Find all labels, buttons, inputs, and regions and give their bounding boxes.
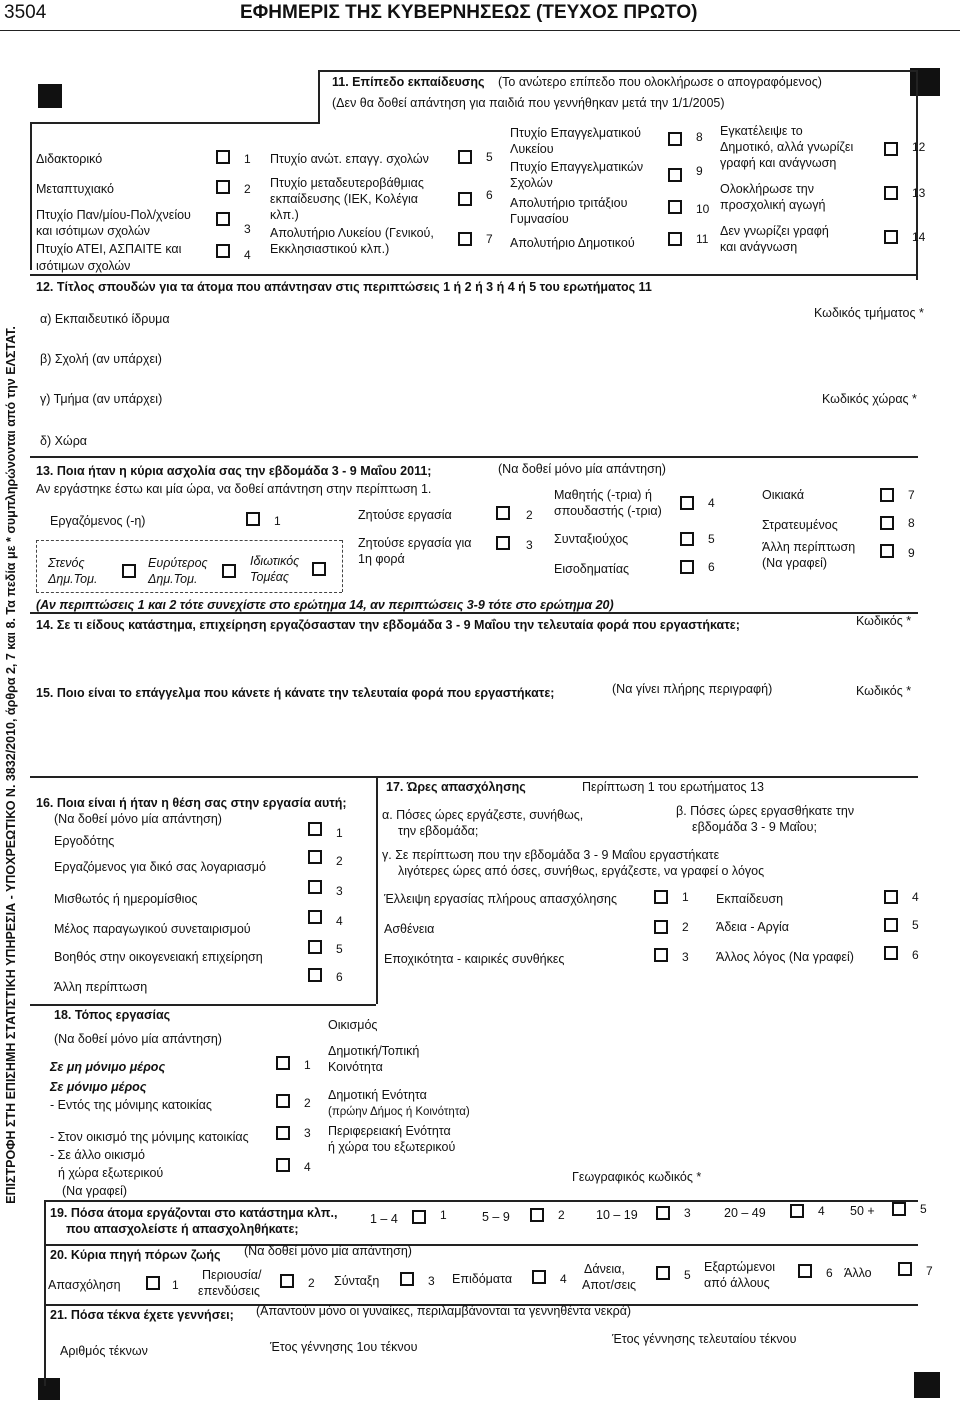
q11-checkbox-4[interactable] [216,244,230,258]
q13-checkbox-2[interactable] [496,506,510,520]
q19-title2: που απασχολείστε ή απασχοληθήκατε; [66,1222,299,1236]
q18-opt4a: - Σε άλλο οικισμό [50,1148,145,1162]
q11-num-1: 1 [244,152,251,166]
q17-num-2: 2 [682,920,689,934]
q11-top-border [318,70,918,72]
q20-checkbox-4[interactable] [532,1270,546,1284]
q13-sub1a: Στενός [48,556,85,570]
q17-reason-2: Ασθένεια [384,922,435,936]
q19-checkbox-3[interactable] [656,1206,670,1220]
q19-num-2: 2 [558,1208,565,1222]
q15-title: 15. Ποιο είναι το επάγγελμα που κάνετε ή κάνατε την τελευταία φορά που εργαστήκατε; [36,686,555,700]
q13-num-6: 6 [708,560,715,574]
q13-sub-checkbox-1[interactable] [122,564,136,578]
q13-num-8: 8 [908,516,915,530]
q16-num-5: 5 [336,942,343,956]
q19-num-3: 3 [684,1206,691,1220]
q18-r2a: Δημοτική/Τοπική [328,1044,420,1058]
q20-checkbox-2[interactable] [280,1274,294,1288]
q20-checkbox-1[interactable] [146,1276,160,1290]
q19-checkbox-1[interactable] [412,1210,426,1224]
q21-first: Έτος γέννησης 1ου τέκνου [270,1340,418,1354]
q18-checkbox-3[interactable] [276,1126,290,1140]
q20-num-7: 7 [926,1264,933,1278]
q17-c1: γ. Σε περίπτωση που την εβδομάδα 3 - 9 Μαΐου εργαστήκατε [382,848,720,862]
q19-title1: 19. Πόσα άτομα εργάζονται στο κατάστημα κλπ., [50,1206,338,1220]
q20-num-1: 1 [172,1278,179,1292]
q13-dashed-bottom [36,592,342,593]
q13-num-4: 4 [708,496,715,510]
q21-last: Έτος γέννησης τελευταίου τέκνου [612,1332,797,1346]
q11-num-12: 12 [912,140,926,154]
q11-opt-6c: κλπ.) [270,208,299,222]
q13-dashed-left [36,540,37,592]
q19-opt-2: 5 – 9 [482,1210,510,1224]
q17-num-3: 3 [682,950,689,964]
q16-num-3: 3 [336,884,343,898]
q11-checkbox-3[interactable] [216,212,230,226]
q13-sub2a: Ευρύτερος [148,556,208,570]
registration-mark [910,68,940,96]
q13-first1: Ζητούσε εργασία για [358,536,472,550]
q11-opt-6a: Πτυχίο μεταδευτεροβάθμιας [270,176,424,190]
q20-opt-5a: Δάνεια, [584,1262,625,1276]
q18-checkbox-4[interactable] [276,1158,290,1172]
q18-r4b: ή χώρα του εξωτερικού [328,1140,456,1154]
q20-num-4: 4 [560,1272,567,1286]
q19-opt-3: 10 – 19 [596,1208,638,1222]
q20-top-border [44,1244,918,1246]
registration-mark [38,1378,60,1400]
q18-r3a: Δημοτική Ενότητα [328,1088,427,1102]
q16-num-2: 2 [336,854,343,868]
q16-checkbox-2[interactable] [308,850,322,864]
q11-num-2: 2 [244,182,251,196]
q13-employed: Εργαζόμενος (-η) [50,514,146,528]
q13-checkbox-6[interactable] [680,560,694,574]
q13-line2: Αν εργάστηκε έστω και μία ώρα, να δοθεί απάντηση στην περίπτωση 1. [36,482,432,496]
q11-opt-14b: και ανάγνωση [720,240,798,254]
q19-num-5: 5 [920,1202,927,1216]
q17-checkbox-6[interactable] [884,946,898,960]
q17-num-6: 6 [912,948,919,962]
q17-num-5: 5 [912,918,919,932]
q13-num-9: 9 [908,546,915,560]
q17-checkbox-4[interactable] [884,890,898,904]
q16-top-border [30,776,918,778]
q20-opt-7: Άλλο [844,1266,872,1280]
q11-num-14: 14 [912,230,926,244]
q17-checkbox-1[interactable] [654,890,668,904]
q11-opt-3a: Πτυχίο Παν/μίου-Πολ/χνείου [36,208,191,222]
q19-opt-1: 1 – 4 [370,1212,398,1226]
q16-opt-2: Εργαζόμενος για δικό σας λογαριασμό [54,860,266,874]
q17-checkbox-5[interactable] [884,918,898,932]
q16-opt-6: Άλλη περίπτωση [54,980,148,994]
q11-checkbox-14[interactable] [884,230,898,244]
q19-opt-4: 20 – 49 [724,1206,766,1220]
q16-num-1: 1 [336,826,343,840]
q17-reason-1: Έλλειψη εργασίας πλήρους απασχόλησης [384,892,618,906]
q13-other2: (Να γραφεί) [762,556,828,570]
q18-num-1: 1 [304,1058,311,1072]
q12-b: β) Σχολή (αν υπάρχει) [40,352,162,366]
q11-num-6: 6 [486,188,493,202]
q13-dashed-right [342,540,343,592]
q11-opt-12a: Εγκατέλειψε το [720,124,803,138]
q16-title: 16. Ποια είναι ή ήταν η θέση σας στην εργασία αυτή; [36,796,347,810]
q20-checkbox-6[interactable] [798,1264,812,1278]
q19-checkbox-5[interactable] [892,1202,906,1216]
q11-opt-7a: Απολυτήριο Λυκείου (Γενικού, [270,226,434,240]
q20-opt-2a: Περιουσία/ [202,1268,262,1282]
q13-sub2b: Δημ.Τομ. [148,572,198,586]
q18-checkbox-1[interactable] [276,1056,290,1070]
registration-mark [914,1372,940,1398]
q11-opt-12b: Δημοτικό, αλλά γνωρίζει [720,140,854,154]
q18-r3b: (πρώην Δήμος ή Κοινότητα) [328,1106,470,1118]
q18-opt3: - Στον οικισμό της μόνιμης κατοικίας [50,1130,249,1144]
q13-sub3b: Τομέας [250,570,290,584]
q11-opt-4a: Πτυχίο ΑΤΕΙ, ΑΣΠΑΙΤΕ και [36,242,182,256]
q19-checkbox-4[interactable] [790,1204,804,1218]
q13-sub1b: Δημ.Τομ. [48,572,98,586]
q20-num-5: 5 [684,1268,691,1282]
q11-opt-9a: Πτυχίο Επαγγελματικών [510,160,644,174]
q18-title: 18. Τόπος εργασίας [54,1008,171,1022]
q20-checkbox-5[interactable] [656,1266,670,1280]
q17-num-4: 4 [912,890,919,904]
q13-student1: Μαθητής (-τρια) ή [554,488,652,502]
q12-a: α) Εκπαιδευτικό ίδρυμα [40,312,170,326]
q12-c: γ) Τμήμα (αν υπάρχει) [40,392,163,406]
q16-note: (Να δοθεί μόνο μία απάντηση) [54,812,222,826]
q16-opt-4: Μέλος παραγωγικού συνεταιρισμού [54,922,251,936]
q11-opt-11: Απολυτήριο Δημοτικού [510,236,635,250]
q12-dept-code: Κωδικός τμήματος * [814,306,924,320]
q11-checkbox-12[interactable] [884,142,898,156]
q11-checkbox-1[interactable] [216,150,230,164]
q20-opt-5b: Αποτ/σεις [582,1278,637,1292]
q20-opt-2b: επενδύσεις [198,1284,260,1298]
q13-num-3: 3 [526,538,533,552]
q16-checkbox-5[interactable] [308,940,322,954]
q16-opt-3: Μισθωτός ή ημερομίσθιος [54,892,198,906]
q13-num-7: 7 [908,488,915,502]
q21-children: Αριθμός τέκνων [60,1344,148,1358]
q11-num-8: 8 [696,130,703,144]
q18-opt2: - Εντός της μόνιμης κατοικίας [50,1098,212,1112]
q18-opt1: Σε μη μόνιμο μέρος [50,1060,166,1074]
q13-num-5: 5 [708,532,715,546]
q11-opt-4b: ισότιμων σχολών [36,259,131,273]
q17-title-note: Περίπτωση 1 του ερωτήματος 13 [582,780,764,794]
q11-num-3: 3 [244,222,251,236]
q20-num-2: 2 [308,1276,315,1290]
q13-pensioner: Συνταξιούχος [554,532,629,546]
q18-opt4b: ή χώρα εξωτερικού [58,1166,164,1180]
q18-num-4: 4 [304,1160,311,1174]
q16-num-4: 4 [336,914,343,928]
q11-opt-2: Μεταπτυχιακό [36,182,114,196]
q13-rentier: Εισοδηματίας [554,562,630,576]
q13-household: Οικιακά [762,488,805,502]
q16-checkbox-3[interactable] [308,880,322,894]
q19-top-border [44,1200,918,1202]
q18-top-border [30,1004,376,1006]
q16-checkbox-1[interactable] [308,822,322,836]
q20-checkbox-7[interactable] [898,1262,912,1276]
q16-opt-5: Βοηθός στην οικογενειακή επιχείρηση [54,950,263,964]
q18-checkbox-2[interactable] [276,1094,290,1108]
q20-checkbox-3[interactable] [400,1272,414,1286]
q18-opt2-head: Σε μόνιμο μέρος [50,1080,147,1094]
q11-checkbox-10[interactable] [668,200,682,214]
q13-sub-checkbox-3[interactable] [312,562,326,576]
q11-opt-13b: προσχολική αγωγή [720,198,826,212]
q18-r2b: Κοινότητα [328,1060,383,1074]
q13-checkbox-4[interactable] [680,496,694,510]
q15-code: Κωδικός * [856,684,912,698]
q17-b2: εβδομάδα 3 - 9 Μαΐου; [692,820,817,834]
q13-student2: σπουδαστής (-τρια) [554,504,662,518]
q13-other1: Άλλη περίπτωση [762,540,856,554]
q18-geo-code: Γεωγραφικός κωδικός * [572,1170,702,1184]
q11-num-11: 11 [696,232,709,246]
q14-top-border [30,612,918,614]
q13-checkbox-8[interactable] [880,516,894,530]
q13-checkbox-7[interactable] [880,488,894,502]
q11-num-5: 5 [486,150,493,164]
q13-dashed-top [36,540,342,541]
q11-opt-10a: Απολυτήριο τριτάξιου [510,196,628,210]
q11-title: 11. Επίπεδο εκπαίδευσης [332,75,485,89]
q11-num-4: 4 [244,248,251,262]
q16-num-6: 6 [336,970,343,984]
q13-num-1: 1 [274,514,281,528]
q11-checkbox-9[interactable] [668,168,682,182]
q20-num-3: 3 [428,1274,435,1288]
q13-seeking: Ζητούσε εργασία [358,508,452,522]
q11-checkbox-8[interactable] [668,132,682,146]
q17-reason-4: Εκπαίδευση [716,892,784,906]
q19-num-1: 1 [440,1208,447,1222]
q20-opt-6b: από άλλους [704,1276,770,1290]
q11-num-7: 7 [486,232,493,246]
q17-num-1: 1 [682,890,689,904]
q11-opt-8b: Λυκείου [510,142,554,156]
q17-b1: β. Πόσες ώρες εργασθήκατε την [676,804,855,818]
q16-opt-1: Εργοδότης [54,834,115,848]
q13-first2: 1η φορά [358,552,405,566]
q11-checkbox-11[interactable] [668,232,682,246]
header-rule [0,30,960,31]
q11-checkbox-7[interactable] [458,232,472,246]
q11-left-border [318,70,320,122]
q11-num-13: 13 [912,186,926,200]
q11-note1: (Το ανώτερο επίπεδο που ολοκλήρωσε ο απογραφόμενος) [498,75,822,89]
q13-footnote: (Αν περιπτώσεις 1 και 2 τότε συνεχίστε στο ερώτημα 14, αν περιπτώσεις 3-9 τότε στο ερώτημα 20) [36,598,614,612]
q21-title: 21. Πόσα τέκνα έχετε γεννήσει; [50,1308,234,1322]
q14-code: Κωδικός * [856,614,912,628]
q11-opt-1: Διδακτορικό [36,152,103,166]
q16-q17-divider [376,776,378,1004]
q20-opt-6a: Εξαρτώμενοι [704,1260,776,1274]
q11-opt-14a: Δεν γνωρίζει γραφή [720,224,829,238]
q13-checkbox-9[interactable] [880,544,894,558]
q19-num-4: 4 [818,1204,825,1218]
page-title: ΕΦΗΜΕΡΙΣ ΤΗΣ ΚΥΒΕΡΝΗΣΕΩΣ (ΤΕΥΧΟΣ ΠΡΩΤΟ) [240,2,698,23]
q19-left-border [44,1200,46,1386]
q20-note: (Να δοθεί μόνο μία απάντηση) [244,1244,412,1258]
q11-opt-9b: Σχολών [510,176,553,190]
q13-checkbox-3[interactable] [496,536,510,550]
q11-opt-8a: Πτυχίο Επαγγελματικού [510,126,641,140]
q20-num-6: 6 [826,1266,833,1280]
q11-opt-5: Πτυχίο ανώτ. επαγγ. σχολών [270,152,429,166]
q12-title: 12. Τίτλος σπουδών για τα άτομα που απάντησαν στις περιπτώσεις 1 ή 2 ή 3 ή 4 ή 5 του ερωτήματος 11 [36,280,652,294]
q11-opt-3b: και ισότιμων σχολών [36,224,150,238]
q13-checkbox-5[interactable] [680,532,694,546]
q11-left-border2 [30,122,32,270]
side-note: ΕΠΙΣΤΡΟΦΗ ΣΤΗ ΕΠΙΣΗΜΗ ΣΤΑΤΙΣΤΙΚΗ ΥΠΗΡΕΣΙΑ - ΥΠΟΧΡΕΩΤΙΚΟ Ν. 3832/2010, άρθρα 2, 7 και 8. Τα πεδία με * συμπληρώνονται από την ΕΛΣΤΑΤ. [4,326,18,1204]
q13-title: 13. Ποια ήταν η κύρια ασχολία σας την εβδομάδα 3 - 9 Μαΐου 2011; [36,464,432,478]
q13-sub3a: Ιδιωτικός [250,554,300,568]
q17-reason-6: Άλλος λόγος (Να γραφεί) [716,950,854,964]
q13-num-2: 2 [526,508,533,522]
q11-checkbox-13[interactable] [884,186,898,200]
q16-checkbox-4[interactable] [308,910,322,924]
q18-num-3: 3 [304,1126,311,1140]
q12-country-code: Κωδικός χώρας * [822,392,917,406]
q18-r4a: Περιφερειακή Ενότητα [328,1124,451,1138]
q17-c2: λιγότερες ώρες από όσες, συνήθως, εργάζεστε, να γραφεί ο λόγος [398,864,765,878]
q11-num-10: 10 [696,202,710,216]
q11-right-border [916,70,918,280]
q18-num-2: 2 [304,1096,311,1110]
q11-opt-10b: Γυμνασίου [510,212,569,226]
q11-opt-7b: Εκκλησιαστικού κλπ.) [270,242,390,256]
q20-title: 20. Κύρια πηγή πόρων ζωής [50,1248,221,1262]
q17-a1: α. Πόσες ώρες εργάζεστε, συνήθως, [382,808,584,822]
q17-a2: την εβδομάδα; [398,824,479,838]
q11-num-9: 9 [696,164,703,178]
q13-checkbox-1[interactable] [246,512,260,526]
q14-title: 14. Σε τι είδους κατάστημα, επιχείρηση εργαζόσασταν την εβδομάδα 3 - 9 Μαΐου την τελευταία φορά που εργαστήκατε; [36,618,740,632]
q17-checkbox-3[interactable] [654,948,668,962]
q13-top-border [30,456,918,458]
q11-inner-border [30,122,320,124]
q18-r1: Οικισμός [328,1018,378,1032]
q11-opt-12c: γραφή και ανάγνωση [720,156,837,170]
q11-checkbox-6[interactable] [458,192,472,206]
q21-note: (Απαντούν μόνο οι γυναίκες, περιλαμβάνονται τα γεννηθέντα νεκρά) [256,1304,632,1318]
q15-note: (Να γίνει πλήρης περιγραφή) [612,682,773,696]
q18-note: (Να δοθεί μόνο μία απάντηση) [54,1032,222,1046]
q11-checkbox-2[interactable] [216,180,230,194]
q20-opt-3: Σύνταξη [334,1274,380,1288]
q13-sub-checkbox-2[interactable] [222,564,236,578]
q17-checkbox-2[interactable] [654,920,668,934]
q18-opt4c: (Να γραφεί) [62,1184,128,1198]
q17-title: 17. Ώρες απασχόλησης [386,780,526,794]
q12-top-border [30,274,918,276]
q20-opt-1: Απασχόληση [48,1278,121,1292]
q11-opt-13a: Ολοκλήρωσε την [720,182,814,196]
q11-note2: (Δεν θα δοθεί απάντηση για παιδιά που γεννήθηκαν μετά την 1/1/2005) [332,96,725,110]
q11-opt-6b: εκπαίδευσης (ΙΕΚ, Κολέγια [270,192,419,206]
q20-opt-4: Επιδόματα [452,1272,513,1286]
q17-reason-5: Άδεια - Αργία [716,920,789,934]
q19-checkbox-2[interactable] [530,1208,544,1222]
q11-checkbox-5[interactable] [458,150,472,164]
registration-mark [38,84,62,108]
q13-note: (Να δοθεί μόνο μία απάντηση) [498,462,666,476]
q17-reason-3: Εποχικότητα - καιρικές συνθήκες [384,952,565,966]
page-number: 3504 [4,2,47,23]
q16-checkbox-6[interactable] [308,968,322,982]
q12-d: δ) Χώρα [40,434,88,448]
q13-military: Στρατευμένος [762,518,838,532]
q19-opt-5: 50 + [850,1204,875,1218]
